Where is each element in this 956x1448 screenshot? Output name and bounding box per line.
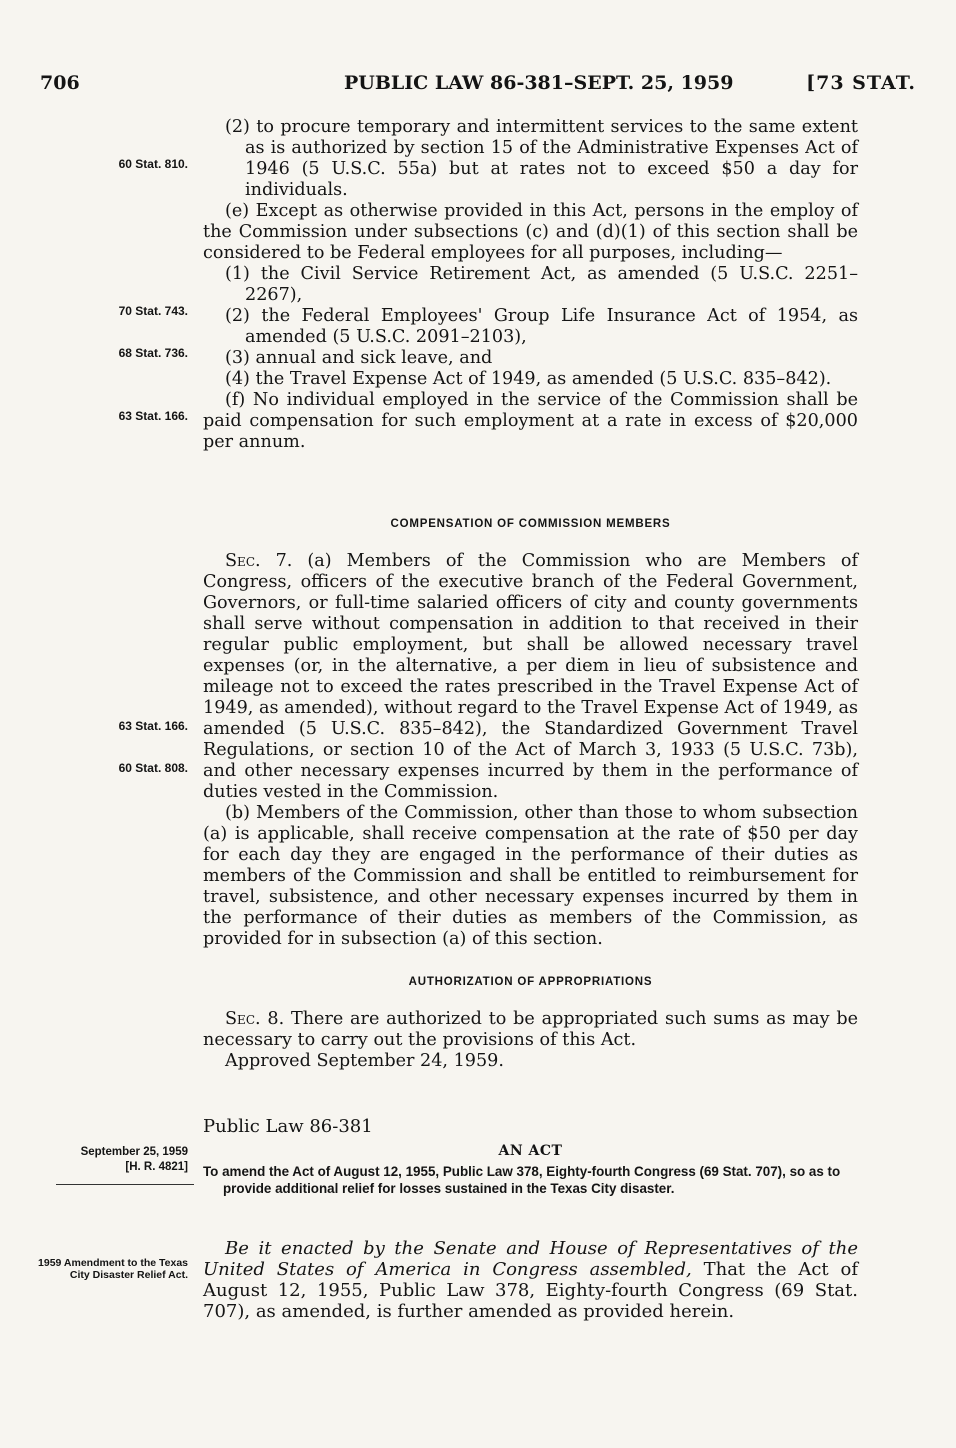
paragraph: (b) Members of the Commission, other than those to whom subsection (a) is applicable, shall receive compensation at the rate of $50 per day for each day they are engaged in the performance of their duties as members of the Commission and shall be entitled to reimbursement for travel, subsistence, and other necessary expenses incurred by them in the performance of their duties as members of the Commission, as provided for in subsection (a) of this section.	[203, 803, 858, 949]
margin-date: September 25, 1959	[80, 1146, 188, 1158]
act-summary: To amend the Act of August 12, 1955, Public Law 378, Eighty-fourth Congress (69 Stat. 707), so as to provide additional relief for losses sustained in the Texas City disaster.	[203, 1164, 841, 1196]
paragraph: (2) to procure temporary and intermittent services to the same extent as is authorized by section 15 of the Administrative Expenses Act of 1946 (5 U.S.C. 55a) but at rates not to exceed $50 a day for individuals.	[225, 117, 858, 200]
margin-amendment-title: 1959 Amendment to the Texas City Disaster Relief Act.	[38, 1257, 188, 1281]
paragraph-text: That the Act of August 12, 1955, Public Law 378, Eighty-fourth Congress (69 Stat. 707), as amended, is further amended as provided herein.	[203, 1259, 858, 1322]
paragraph-text: (a) Members of the Commission who are Members of Congress, officers of the executive branch of the Federal Government, Governors, or full-time salaried officers of city and county governments shall serve without compensation in addition to that received in their regular public employment, but shall be allowed necessary travel expenses (or, in the alternative, a per diem in lieu of subsistence and mileage not to exceed the rates prescribed in the Travel Expense Act of 1949, as amended), without regard to the Travel Expense Act of 1949, as amended (5 U.S.C. 835–842), the Standardized Government Travel Regulations, or section 10 of the Act of March 3, 1933 (5 U.S.C. 73b), and other necessary expenses incurred by them in the performance of duties vested in the Commission.	[203, 551, 858, 802]
margin-note-citation: 60 Stat. 808.	[118, 761, 188, 775]
paragraph	[203, 1009, 858, 1051]
section-label: Sec. 7.	[225, 551, 293, 571]
enacting-formula: Be it enacted by the Senate and House of Representatives of the United States of America in Congress assembled,	[203, 1238, 858, 1280]
act-heading: AN ACT	[498, 1143, 563, 1159]
margin-note-citation: 63 Stat. 166.	[118, 719, 188, 733]
paragraph	[203, 1238, 858, 1322]
section-heading: AUTHORIZATION OF APPROPRIATIONS	[408, 976, 653, 988]
paragraph	[203, 551, 858, 803]
margin-bill-number: [H. R. 4821]	[125, 1161, 188, 1173]
enacting-clause	[203, 1238, 858, 1322]
paragraph: (4) the Travel Expense Act of 1949, as amended (5 U.S.C. 835–842).	[225, 369, 832, 389]
section-8	[203, 1009, 858, 1072]
page-header	[40, 72, 916, 100]
paragraph: (1) the Civil Service Retirement Act, as amended (5 U.S.C. 2251–2267),	[225, 264, 858, 305]
paragraph: (f) No individual employed in the service of the Commission shall be paid compensation for such employment at a rate in excess of $20,000 per annum.	[203, 390, 858, 452]
page-number: 706	[40, 72, 80, 94]
paragraph: (e) Except as otherwise provided in this Act, persons in the employ of the Commission under subsections (c) and (d)(1) of this section shall be considered to be Federal employees for all purposes, including—	[203, 201, 858, 263]
divider	[56, 1184, 194, 1185]
paragraph: (2) the Federal Employees' Group Life Insurance Act of 1954, as amended (5 U.S.C. 2091–2103),	[225, 306, 858, 347]
approval-date: Approved September 24, 1959.	[225, 1051, 504, 1071]
statute-volume: [73 STAT.	[806, 72, 916, 94]
section-heading: COMPENSATION OF COMMISSION MEMBERS	[390, 518, 671, 530]
paragraph: (3) annual and sick leave, and	[225, 348, 493, 368]
section-e-f	[203, 117, 858, 453]
margin-note-citation: 70 Stat. 743.	[118, 304, 188, 318]
section-label: Sec. 8.	[225, 1009, 285, 1029]
margin-note-citation: 68 Stat. 736.	[118, 346, 188, 360]
margin-note-citation: 63 Stat. 166.	[118, 409, 188, 423]
margin-note-citation: 60 Stat. 810.	[118, 157, 188, 171]
page-title: PUBLIC LAW 86-381–SEPT. 25, 1959	[344, 72, 734, 94]
paragraph-text: There are authorized to be appropriated such sums as may be necessary to carry out the provisions of this Act.	[203, 1009, 859, 1050]
section-7	[203, 551, 858, 950]
law-name: Public Law 86-381	[203, 1116, 373, 1137]
